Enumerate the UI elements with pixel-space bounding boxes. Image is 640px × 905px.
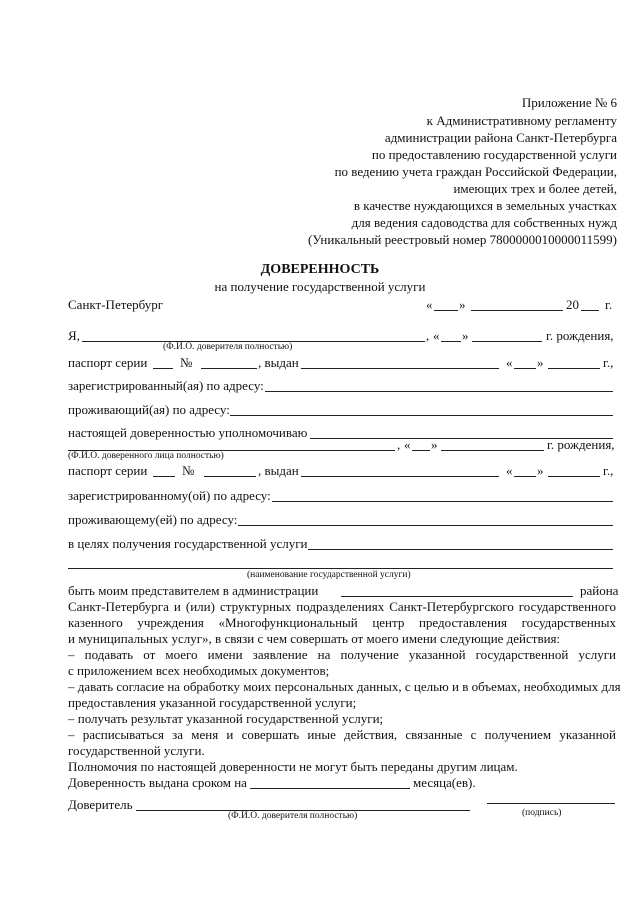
service-name-line-1[interactable] xyxy=(308,549,613,550)
body-line: – получать результат указанной государственной услуги; xyxy=(68,711,384,726)
agent-residing-label: проживающему(ей) по адресу: xyxy=(68,512,238,527)
appendix-line: по ведению учета граждан Российской Федерации, xyxy=(334,164,617,179)
principal-passport-series-line[interactable] xyxy=(153,368,173,369)
principal-issue-day-line[interactable] xyxy=(514,368,536,369)
agent-comma: , xyxy=(397,437,401,452)
date-close-quote: » xyxy=(459,297,466,312)
body-line: – подавать от моего имени заявление на получение указанной государственной услуги xyxy=(68,647,616,662)
principal-birth-year-line[interactable] xyxy=(472,341,542,342)
agent-caption: (Ф.И.О. доверенного лица полностью) xyxy=(68,451,224,461)
principal-caption: (Ф.И.О. доверителя полностью) xyxy=(163,342,293,352)
day-line[interactable] xyxy=(434,310,458,311)
signature-line[interactable] xyxy=(487,803,615,804)
body-line: Санкт-Петербурга и (или) структурных подразделениях Санкт-Петербургского государственного xyxy=(68,599,616,614)
agent-passport-series-line[interactable] xyxy=(153,476,175,477)
agent-year-suffix: г., xyxy=(603,463,614,478)
agent-passport-number-line[interactable] xyxy=(204,476,256,477)
agent-issue-close-quote: » xyxy=(537,463,544,478)
principal-issue-date-line[interactable] xyxy=(548,368,600,369)
appendix-line: для ведения садоводства для собственных нужд xyxy=(351,215,617,230)
agent-issued-by-line[interactable] xyxy=(301,476,499,477)
principal-passport-label: паспорт серии xyxy=(68,355,148,370)
agent-registered-label: зарегистрированному(ой) по адресу: xyxy=(68,488,271,503)
date-year-suffix: г. xyxy=(605,297,613,312)
body-line: Полномочия по настоящей доверенности не могут быть переданы другим лицам. xyxy=(68,759,518,774)
principal-issue-close-quote: » xyxy=(537,355,544,370)
agent-issue-open-quote: « xyxy=(506,463,513,478)
principal-year-suffix: г., xyxy=(603,355,614,370)
agent-residing-line[interactable] xyxy=(238,525,613,526)
agent-birth-day-line[interactable] xyxy=(412,450,430,451)
term-prefix: Доверенность выдана сроком на xyxy=(68,775,247,790)
agent-birth-open-quote: « xyxy=(404,437,411,452)
year-line[interactable] xyxy=(581,310,599,311)
representation-end: района xyxy=(580,583,619,598)
purpose-label: в целях получения государственной услуги xyxy=(68,536,308,551)
term-line[interactable] xyxy=(250,788,410,789)
agent-issue-day-line[interactable] xyxy=(514,476,536,477)
principal-issued-label: , выдан xyxy=(258,355,299,370)
signature-sign-caption: (подпись) xyxy=(522,808,562,818)
appendix-line: имеющих трех и более детей, xyxy=(453,181,617,196)
principal-number-label: № xyxy=(180,355,193,370)
body-line: – расписываться за меня и совершать иные действия, связанные с получением указанной xyxy=(68,727,616,742)
appendix-line: администрации района Санкт-Петербурга xyxy=(384,130,617,145)
principal-registered-line[interactable] xyxy=(265,391,613,392)
agent-passport-label: паспорт серии xyxy=(68,463,148,478)
month-line[interactable] xyxy=(471,310,563,311)
body-line: и муниципальных услуг», в связи с чем совершать от моего имени следующие действия: xyxy=(68,631,561,646)
principal-registered-label: зарегистрированный(ая) по адресу: xyxy=(68,378,264,393)
date-century: 20 xyxy=(566,297,579,312)
principal-prefix: Я, xyxy=(68,328,80,343)
service-caption: (наименование государственной услуги) xyxy=(247,570,411,580)
place: Санкт-Петербург xyxy=(68,297,164,312)
appendix-line: Приложение № 6 xyxy=(521,95,617,110)
agent-birth-close-quote: » xyxy=(431,437,438,452)
principal-comma: , xyxy=(426,328,430,343)
agent-registered-line[interactable] xyxy=(272,501,613,502)
agent-birth-label: г. рождения, xyxy=(547,437,615,452)
document-subtitle: на получение государственной услуги xyxy=(214,279,426,294)
agent-birth-year-line[interactable] xyxy=(441,450,544,451)
appendix-line: (Уникальный реестровый номер 7800000010000011599) xyxy=(308,232,617,247)
body-line: с приложением всех необходимых документов; xyxy=(68,663,330,678)
principal-birth-close-quote: » xyxy=(462,328,469,343)
agent-issued-label: , выдан xyxy=(258,463,299,478)
date-open-quote: « xyxy=(426,297,433,312)
signature-name-caption: (Ф.И.О. доверителя полностью) xyxy=(228,811,358,821)
appendix-line: к Административному регламенту xyxy=(426,113,617,128)
principal-birth-day-line[interactable] xyxy=(441,341,461,342)
principal-passport-number-line[interactable] xyxy=(201,368,257,369)
body-line: государственной услуги. xyxy=(68,743,205,758)
principal-residing-label: проживающий(ая) по адресу: xyxy=(68,402,230,417)
principal-issued-by-line[interactable] xyxy=(301,368,499,369)
authorize-label: настоящей доверенностью уполномочиваю xyxy=(68,425,308,440)
agent-issue-date-line[interactable] xyxy=(548,476,600,477)
service-name-line-2[interactable] xyxy=(68,568,613,569)
body-line: казенного учреждения «Многофункциональный центр предоставления государственных xyxy=(68,615,616,630)
appendix-line: в качестве нуждающихся в земельных участках xyxy=(353,198,617,213)
agent-number-label: № xyxy=(182,463,195,478)
principal-birth-open-quote: « xyxy=(433,328,440,343)
representation-start: быть моим представителем в администрации xyxy=(68,583,319,598)
term-suffix: месяца(ев). xyxy=(413,775,476,790)
document-title: ДОВЕРЕННОСТЬ xyxy=(260,262,380,277)
principal-residing-line[interactable] xyxy=(230,415,613,416)
signature-label: Доверитель xyxy=(68,797,133,812)
principal-issue-open-quote: « xyxy=(506,355,513,370)
body-line: предоставления указанной государственной услуги; xyxy=(68,695,357,710)
appendix-line: по предоставлению государственной услуги xyxy=(371,147,617,162)
district-line[interactable] xyxy=(341,596,573,597)
principal-birth-label: г. рождения, xyxy=(546,328,614,343)
body-line: – давать согласие на обработку моих персональных данных, с целью и в объемах, необходимых для xyxy=(68,679,621,694)
